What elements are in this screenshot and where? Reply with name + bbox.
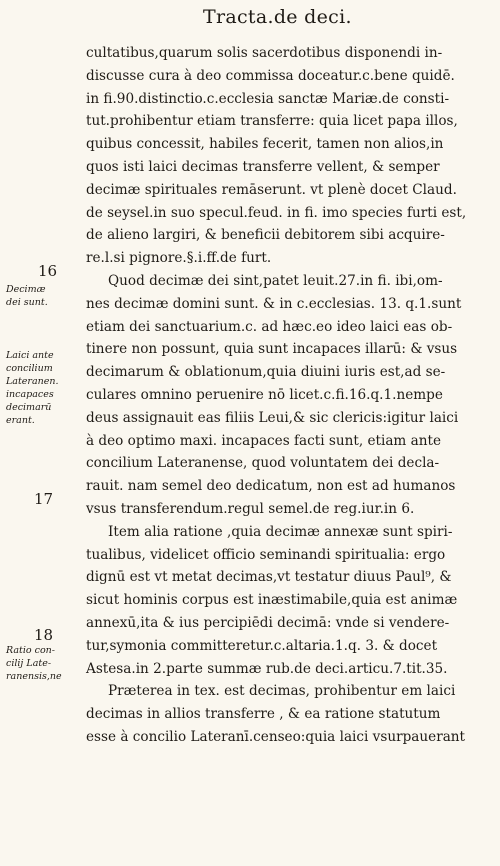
text-line: etiam dei sanctuarium.c. ad hæc.eo ideo laici eas ob-: [86, 318, 453, 335]
margin-gloss: [6, 283, 86, 309]
text-line: culares omnino peruenire nō licet.c.fi.16.q.1.nempe: [86, 386, 443, 403]
text-line: tualibus, videlicet officio seminandi spiritualia: ergo: [86, 546, 446, 563]
margin-gloss: [6, 644, 86, 683]
main-text-block: [86, 42, 490, 749]
text-line: dignū est vt metat decimas,vt testatur diuus Paul⁹, &: [86, 569, 452, 586]
text-line: Item alia ratione ,quia decimæ annexæ sunt spiri-: [108, 523, 453, 540]
text-line: decimas in allios transferre , & ea ratione statutum: [86, 706, 441, 723]
text-line: re.l.si pignore.§.i.ff.de furt.: [86, 250, 272, 267]
text-line: à deo optimo maxi. incapaces facti sunt, etiam ante: [86, 432, 442, 449]
text-line: decimarum & oblationum,quia diuini iuris est,ad se-: [86, 364, 446, 381]
text-line: in fi.90.distinctio.c.ecclesia sanctæ Mariæ.de consti-: [86, 90, 450, 107]
text-line: nes decimæ domini sunt. & in c.ecclesias. 13. q.1.sunt: [86, 295, 462, 312]
gloss-line: decimarū: [6, 402, 52, 413]
gloss-line: dei sunt.: [6, 297, 48, 308]
margin-gloss: [6, 349, 86, 427]
gloss-line: Laici ante: [6, 350, 54, 361]
gloss-line: Lateranen.: [6, 376, 59, 387]
text-line: vsus transferendum.regul semel.de reg.iur.in 6.: [86, 500, 415, 517]
gloss-line: erant.: [6, 415, 35, 426]
text-line: discusse cura à deo commissa doceatur.c.bene quidē.: [86, 67, 455, 84]
text-line: quibus concessit, habiles fecerit, tamen non alios,in: [86, 136, 444, 153]
text-line: tur,symonia committeretur.c.altaria.1.q. 3. & docet: [86, 637, 438, 654]
gloss-line: Ratio con-: [6, 645, 55, 656]
gloss-line: cilij Late-: [6, 658, 52, 669]
margin-number: 18: [34, 626, 54, 644]
gloss-line: Decimæ: [6, 284, 46, 295]
running-head: Tracta.de deci.: [203, 6, 352, 28]
text-line: Quod decimæ dei sint,patet leuit.27.in fi. ibi,om-: [108, 272, 443, 289]
text-line: esse à concilio Lateranī.censeo:quia laici vsurpauerant: [86, 728, 466, 745]
text-line: concilium Lateranense, quod voluntatem dei decla-: [86, 455, 440, 472]
text-line: de alieno largiri, & beneficii debitorem sibi acquire-: [86, 227, 445, 244]
text-line: quos isti laici decimas transferre vellent, & semper: [86, 158, 440, 175]
text-line: sicut hominis corpus est inæstimabile,quia est animæ: [86, 592, 458, 609]
text-line: de seysel.in suo specul.feud. in fi. imo species furti est,: [86, 204, 467, 221]
text-line: decimæ spirituales remāserunt. vt plenè docet Claud.: [86, 181, 457, 198]
gloss-line: ranensis,ne: [6, 671, 62, 682]
text-line: tut.prohibentur etiam transferre: quia licet papa illos,: [86, 113, 458, 130]
text-line: Præterea in tex. est decimas, prohibentur em laici: [108, 683, 456, 700]
text-line: cultatibus,quarum solis sacerdotibus disponendi in-: [86, 45, 443, 61]
gloss-line: concilium: [6, 363, 53, 374]
text-line: tinere non possunt, quia sunt incapaces illarū: & vsus: [86, 341, 458, 358]
margin-number: 16: [38, 262, 58, 280]
text-line: rauit. nam semel deo dedicatum, non est ad humanos: [86, 478, 456, 495]
margin-number: 17: [34, 490, 54, 508]
text-line: Astesa.in 2.parte summæ rub.de deci.articu.7.tit.35.: [86, 660, 448, 677]
gloss-line: incapaces: [6, 389, 54, 400]
text-line: deus assignauit eas filiis Leui,& sic clericis:igitur laici: [86, 409, 459, 426]
text-line: annexū,ita & ius percipiēdi decimā: vnde si vendere-: [86, 614, 450, 631]
